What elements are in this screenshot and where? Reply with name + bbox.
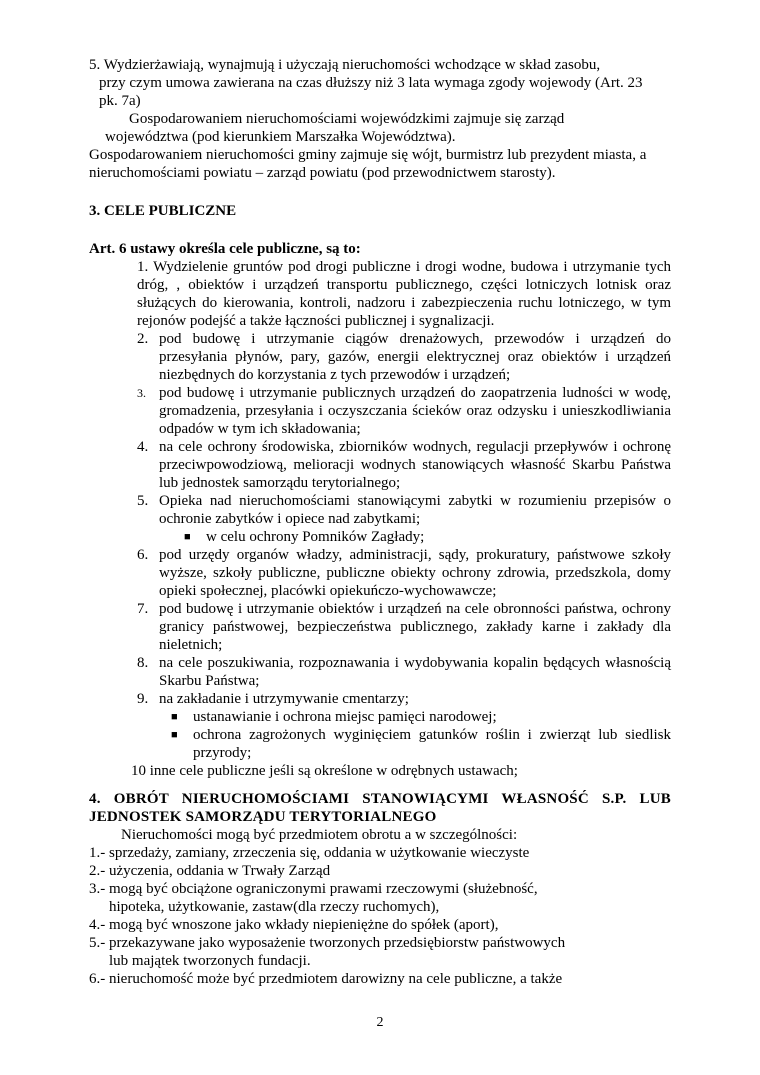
list-item-number: 8. <box>137 655 149 671</box>
list-item-number: 7. <box>137 601 149 617</box>
list-item-5 <box>137 492 671 528</box>
list-item-number: 2. <box>137 331 149 347</box>
section4-item-2: 2.- użyczenia, oddania w Trwały Zarząd <box>89 863 331 879</box>
section4-item-1: 1.- sprzedaży, zamiany, zrzeczenia się, oddania w użytkowanie wieczyste <box>89 845 530 861</box>
section4-item-5-line2: lub majątek tworzonych fundacji. <box>109 953 311 969</box>
list-item-4 <box>137 438 671 492</box>
intro-gmina-line1: Gospodarowaniem nieruchomości gminy zajmuje się wójt, burmistrz lub prezydent miasta, a <box>89 147 647 163</box>
list-item-number: 3. <box>137 386 146 400</box>
sub-bullet-text: ochrona zagrożonych wyginięciem gatunków roślin i zwierząt lub siedlisk przyrody; <box>193 727 671 761</box>
list-item-text: Opieka nad nieruchomościami stanowiącymi zabytki w rozumieniu przepisów o ochronie zabytków i opiece nad zabytkami; <box>159 493 671 527</box>
list-item-1: 1. Wydzielenie gruntów pod drogi publiczne i drogi wodne, budowa i utrzymanie tych dróg, , obiektów i urządzeń transportu publicznego, części lotniczych lotnisk oraz służących do kierowania, kontroli, nadzoru i zabezpieczenia ruchu lotniczego, w tym rejonów podejść a także łączności publicznej i sygnalizacji. <box>137 259 671 329</box>
square-bullet-icon: ■ <box>171 729 178 741</box>
square-bullet-icon: ■ <box>171 711 178 723</box>
list-item-number: 4. <box>137 439 149 455</box>
list-item-6 <box>137 546 671 600</box>
public-goals-list <box>137 258 671 528</box>
article6-heading: Art. 6 ustawy określa cele publiczne, są to: <box>89 241 361 257</box>
section4-item-5-line1: 5.- przekazywane jako wyposażenie tworzonych przedsiębiorstw państwowych <box>89 935 566 951</box>
document-page <box>89 56 671 988</box>
section4-intro: Nieruchomości mogą być przedmiotem obrotu a w szczególności: <box>121 827 518 843</box>
list-item-3 <box>137 384 671 438</box>
square-bullet-icon: ■ <box>184 531 191 543</box>
sub-bullet-text: w celu ochrony Pomników Zagłady; <box>206 529 425 545</box>
section4-heading-line1: 4. OBRÓT NIERUCHOMOŚCIAMI STANOWIĄCYMI WŁASNOŚĆ S.P. LUB <box>89 791 671 807</box>
list-item-text: na cele ochrony środowiska, zbiorników wodnych, regulacji przepływów i ochronę przeciwpowodziową, melioracji wodnych stanowiących własność Skarbu Państwa lub jednostek samorządu terytorialnego; <box>159 439 671 491</box>
section4-item-6: 6.- nieruchomość może być przedmiotem darowizny na cele publiczne, a także <box>89 971 563 987</box>
list-item-text: pod budowę i utrzymanie obiektów i urządzeń na cele obronności państwa, ochrony granicy państwowej, bezpieczeństwa publicznego, zakłady karne i zakłady dla nieletnich; <box>159 601 671 653</box>
section4-heading-line2: JEDNOSTEK SAMORZĄDU TERYTORIALNEGO <box>89 809 437 825</box>
list-item-number: 9. <box>137 691 149 707</box>
public-goals-list-continued <box>137 546 671 708</box>
list-item-text: pod budowę i utrzymanie publicznych urządzeń do zaopatrzenia ludności w wodę, gromadzenia, przesyłania i oczyszczania ścieków oraz odzysku i unieszkodliwiania odpadów w tym ich składowania; <box>159 385 671 437</box>
intro-woj-line2: województwa (pod kierunkiem Marszałka Województwa). <box>105 129 456 145</box>
list-item-10: 10 inne cele publiczne jeśli są określone w odrębnych ustawach; <box>131 763 518 779</box>
sub-bullet-text: ustanawianie i ochrona miejsc pamięci narodowej; <box>193 709 497 725</box>
list-item-number: 5. <box>137 493 149 509</box>
page-number: 2 <box>376 1015 384 1030</box>
intro-item5-line2: przy czym umowa zawierana na czas dłuższy niż 3 lata wymaga zgody wojewody (Art. 23 <box>99 75 643 91</box>
list-item-2 <box>137 330 671 384</box>
list-item-8 <box>137 654 671 690</box>
intro-woj-line1: Gospodarowaniem nieruchomościami wojewódzkimi zajmuje się zarząd <box>129 111 565 127</box>
intro-gmina-line2: nieruchomościami powiatu – zarząd powiatu (pod przewodnictwem starosty). <box>89 165 556 181</box>
list-item-text: pod urzędy organów władzy, administracji, sądy, prokuratury, państwowe szkoły wyższe, szkoły publiczne, publiczne obiekty ochrony zdrowia, przedszkola, domy opieki społecznej, placówki opiekuńczo-wychowawcze; <box>159 547 671 599</box>
intro-item5-line1: 5. Wydzierżawiają, wynajmują i użyczają nieruchomości wchodzące w skład zasobu, <box>89 57 601 73</box>
list-item-text: pod budowę i utrzymanie ciągów drenażowych, przewodów i urządzeń do przesyłania płynów, pary, gazów, energii elektrycznej oraz obiektów i urządzeń niezbędnych do korzystania z tych przewodów i urządzeń; <box>159 331 671 383</box>
section4-item-3-line1: 3.- mogą być obciążone ograniczonymi prawami rzeczowymi (służebność, <box>89 881 538 897</box>
list-item-number: 6. <box>137 547 149 563</box>
list-item-text: na cele poszukiwania, rozpoznawania i wydobywania kopalin będących własnością Skarbu Państwa; <box>159 655 671 689</box>
sub-bullet-item <box>171 726 671 762</box>
sub-bullet-item <box>171 708 671 726</box>
list-item-9 <box>137 690 671 708</box>
section4-item-3-line2: hipoteka, użytkowanie, zastaw(dla rzeczy ruchomych), <box>109 899 440 915</box>
list-item-7 <box>137 600 671 654</box>
sub-bullet-item <box>184 528 671 546</box>
intro-item5-line3: pk. 7a) <box>99 93 141 109</box>
section3-heading: 3. CELE PUBLICZNE <box>89 203 237 219</box>
list-item-text: na zakładanie i utrzymywanie cmentarzy; <box>159 691 409 707</box>
section4-item-4: 4.- mogą być wnoszone jako wkłady niepieniężne do spółek (aport), <box>89 917 499 933</box>
